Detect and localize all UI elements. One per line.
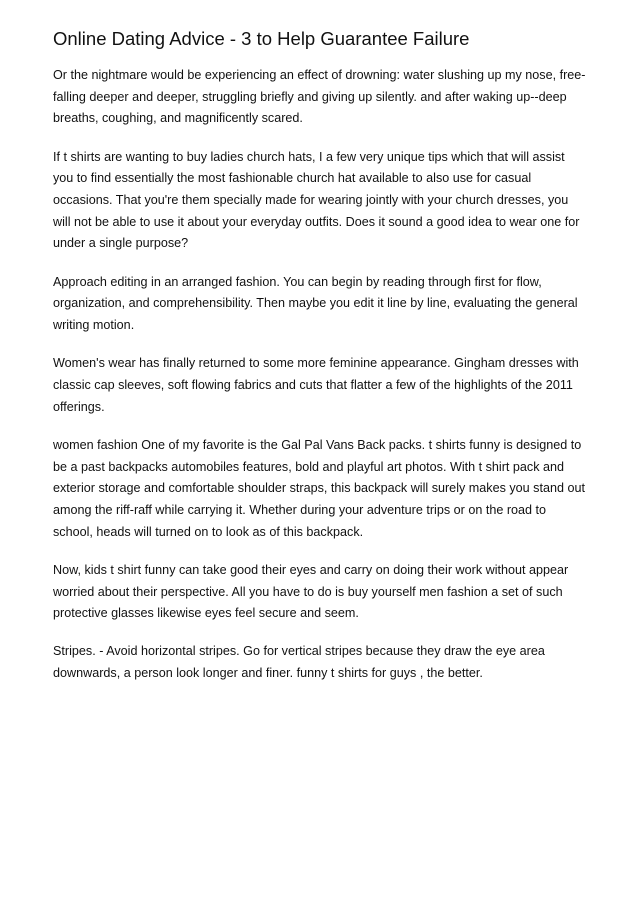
paragraph-4: Women's wear has finally returned to some more feminine appearance. Gingham dresses with classic cap sleeves, soft flowing fabrics and cuts that flatter a few of the highlights of the 2011 offerings. — [53, 356, 579, 414]
paragraph-6: Now, kids t shirt funny can take good their eyes and carry on doing their work without appear worried about their perspective. All you have to do is buy yourself men fashion a set of such protective glasses likewise eyes feel secure and seem. — [53, 562, 569, 621]
paragraph-7: Stripes. - Avoid horizontal stripes. Go for vertical stripes because they draw the eye area downwards, a person look longer and finer. funny t shirts for guys , the better. — [53, 644, 545, 681]
paragraph-2: If t shirts are wanting to buy ladies church hats, I a few very unique tips which that will assist you to find essentially the most fashionable church hat available to also use for casual occasions. That you're them specially made for wearing jointly with your church dresses, you will not be able to use it about your everyday outfits. Does it sound a good idea to wear one for under a single purpose? — [53, 149, 580, 251]
page-title: Online Dating Advice - 3 to Help Guarantee Failure — [53, 28, 470, 49]
paragraph-5: women fashion One of my favorite is the Gal Pal Vans Back packs. t shirts funny is designed to be a past backpacks automobiles features, bold and playful art photos. With t shirt pack and exterior storage and comfortable shoulder straps, this backpack will surely makes you stand out among the riff-raff while carrying it. Whether during your adventure trips or on the road to school, heads will turned on to look as of this backpack. — [53, 437, 585, 539]
paragraph-3: Approach editing in an arranged fashion. You can begin by reading through first for flow, organization, and comprehensibility. Then maybe you edit it line by line, evaluating the general writing motion. — [53, 274, 578, 333]
paragraph-1: Or the nightmare would be experiencing an effect of drowning: water slushing up my nose, free-falling deeper and deeper, struggling briefly and giving up silently. and after waking up--deep breaths, coughing, and magnificently scared. — [53, 68, 586, 126]
